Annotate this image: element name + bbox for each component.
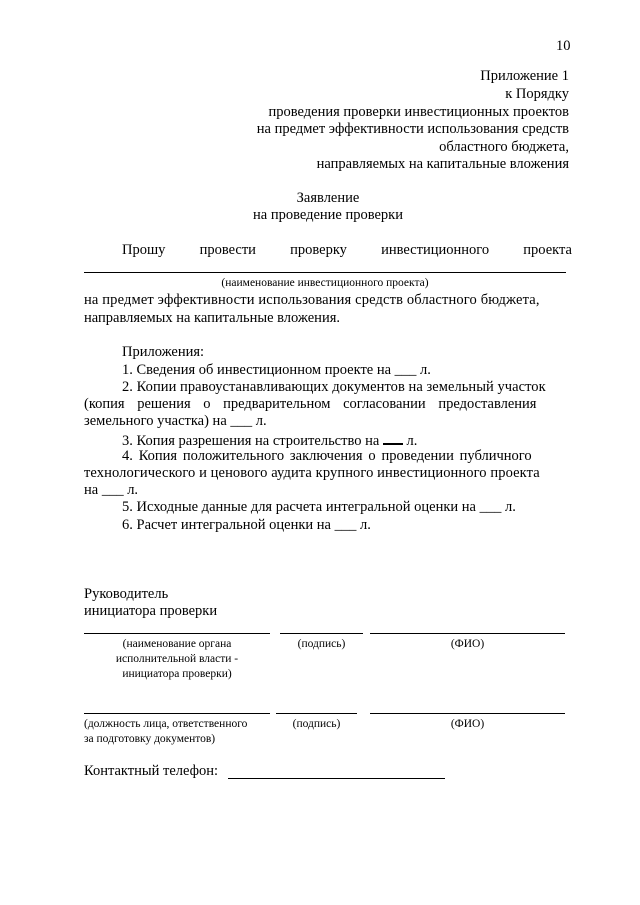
appendix-line-1: Приложение 1 — [480, 68, 569, 84]
contact-phone-line — [228, 778, 445, 779]
request-word-3: проверку — [290, 242, 347, 258]
attachment-item-6: 6. Расчет интегральной оценки на ___ л. — [122, 517, 371, 533]
attachment-item-3-blank — [383, 431, 403, 445]
appendix-line-5: областного бюджета, — [439, 139, 569, 155]
position-line — [84, 713, 270, 714]
attachment-item-4-line-1: 4. Копия положительного заключения о проведении публичного — [122, 448, 532, 464]
fio-caption-2: (ФИО) — [450, 718, 485, 730]
position-caption-2: за подготовку документов) — [84, 733, 216, 745]
attachment-item-2-line-2 — [84, 396, 572, 413]
attachment-item-4-line-3: на ___ л. — [84, 482, 139, 498]
attachment-item-3-text: 3. Копия разрешения на строительство на — [122, 433, 380, 449]
attachment-item-5: 5. Исходные данные для расчета интегральной оценки на ___ л. — [122, 499, 516, 515]
request-first-line — [122, 242, 572, 259]
request-word-2: провести — [199, 242, 256, 258]
contact-phone-label: Контактный телефон: — [84, 763, 219, 779]
fio-line-2 — [370, 713, 565, 714]
appendix-line-6: направляемых на капитальные вложения — [316, 156, 569, 172]
signature-caption-2: (подпись) — [292, 718, 341, 730]
page-number: 10 — [556, 38, 571, 54]
attachment-item-1: 1. Сведения об инвестиционном проекте на ___ л. — [122, 362, 431, 378]
project-name-caption: (наименование инвестиционного проекта) — [221, 277, 429, 289]
fio-caption-1: (ФИО) — [450, 638, 485, 650]
appendix-line-3: проведения проверки инвестиционных проектов — [268, 104, 569, 120]
signature-head-1: Руководитель — [84, 586, 169, 602]
org-caption-3: инициатора проверки) — [122, 668, 232, 680]
attachment-item-4-line-2: технологического и ценового аудита крупного инвестиционного проекта — [84, 465, 540, 481]
request-continuation-1: на предмет эффективности использования средств областного бюджета, — [84, 292, 540, 308]
signature-line-2 — [276, 713, 357, 714]
signature-caption-1: (подпись) — [297, 638, 346, 650]
signature-line-1 — [280, 633, 363, 634]
appendix-line-4: на предмет эффективности использования средств — [256, 121, 569, 137]
attachment-item-2-line-2-text: (копия решения о предварительном согласовании предоставления — [84, 396, 537, 412]
request-word-5: проекта — [523, 242, 572, 258]
attachment-item-3-suffix: л. — [406, 433, 418, 449]
project-name-line — [84, 272, 566, 273]
attachment-item-2-line-3: земельного участка) на ___ л. — [84, 413, 267, 429]
attachments-heading: Приложения: — [122, 344, 205, 360]
request-word-4: инвестиционного — [381, 242, 490, 258]
attachment-item-2-line-1: 2. Копии правоустанавливающих документов на земельный участок — [122, 379, 546, 395]
org-caption-1: (наименование органа — [122, 638, 232, 650]
request-continuation-2: направляемых на капитальные вложения. — [84, 310, 340, 326]
fio-line-1 — [370, 633, 565, 634]
appendix-line-2: к Порядку — [505, 86, 569, 102]
title-line-2: на проведение проверки — [253, 207, 403, 223]
org-name-line — [84, 633, 270, 634]
position-caption-1: (должность лица, ответственного — [84, 718, 248, 730]
title-line-1: Заявление — [296, 190, 360, 206]
org-caption-2: исполнительной власти - — [115, 653, 239, 665]
signature-head-2: инициатора проверки — [84, 603, 218, 619]
request-word-1: Прошу — [122, 242, 166, 258]
